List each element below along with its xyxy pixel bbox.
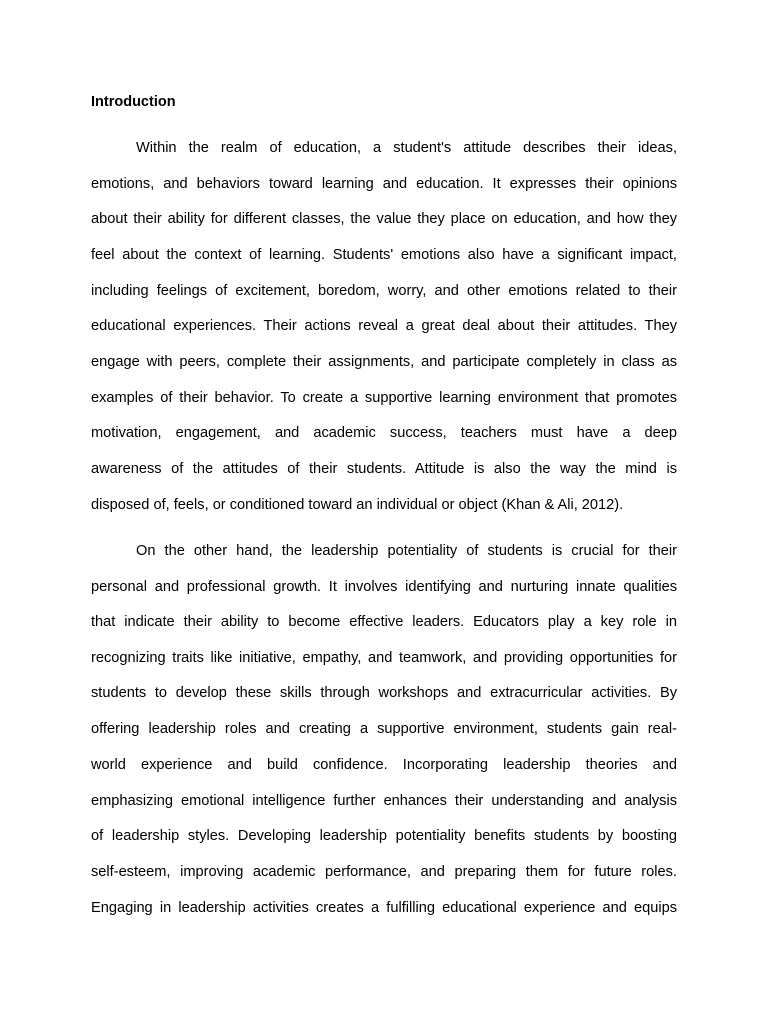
paragraph-2-line-8: emphasizing emotional intelligence further enhances their understanding and analysis: [91, 793, 677, 809]
paragraph-2-line-2: personal and professional growth. It involves identifying and nurturing innate qualities: [91, 579, 677, 595]
paragraph-1-line-2: emotions, and behaviors toward learning and education. It expresses their opinions: [91, 176, 677, 192]
paragraph-2-line-4: recognizing traits like initiative, empathy, and teamwork, and providing opportunities for: [91, 650, 677, 666]
paragraph-2-line-7: world experience and build confidence. Incorporating leadership theories and: [91, 757, 677, 773]
paragraph-2-line-9: of leadership styles. Developing leadership potentiality benefits students by boosting: [91, 828, 677, 844]
paragraph-2-line-11: Engaging in leadership activities creates a fulfilling educational experience and equips: [91, 900, 677, 916]
paragraph-2-line-3: that indicate their ability to become effective leaders. Educators play a key role in: [91, 614, 677, 630]
paragraph-2-line-5: students to develop these skills through workshops and extracurricular activities. By: [91, 685, 677, 701]
paragraph-1-line-11: disposed of, feels, or conditioned toward an individual or object (Khan & Ali, 2012).: [91, 497, 624, 513]
paragraph-1-line-4: feel about the context of learning. Students' emotions also have a significant impact,: [91, 247, 677, 263]
paragraph-1-line-7: engage with peers, complete their assignments, and participate completely in class as: [91, 354, 677, 370]
paragraph-1-line-9: motivation, engagement, and academic success, teachers must have a deep: [91, 425, 677, 441]
paragraph-1-line-10: awareness of the attitudes of their students. Attitude is also the way the mind is: [91, 461, 677, 477]
paragraph-2-line-6: offering leadership roles and creating a supportive environment, students gain real-: [91, 721, 677, 737]
paragraph-2-line-10: self-esteem, improving academic performance, and preparing them for future roles.: [91, 864, 677, 880]
paragraph-1-line-6: educational experiences. Their actions reveal a great deal about their attitudes. They: [91, 318, 677, 334]
paragraph-1-line-3: about their ability for different classes, the value they place on education, and how they: [91, 211, 677, 227]
paragraph-1-line-8: examples of their behavior. To create a supportive learning environment that promotes: [91, 390, 677, 406]
paragraph-1-line-1: Within the realm of education, a student's attitude describes their ideas,: [136, 140, 677, 156]
section-heading: Introduction: [91, 94, 176, 110]
paragraph-2-line-1: On the other hand, the leadership potentiality of students is crucial for their: [136, 543, 677, 559]
paragraph-1-line-5: including feelings of excitement, boredom, worry, and other emotions related to their: [91, 283, 677, 299]
